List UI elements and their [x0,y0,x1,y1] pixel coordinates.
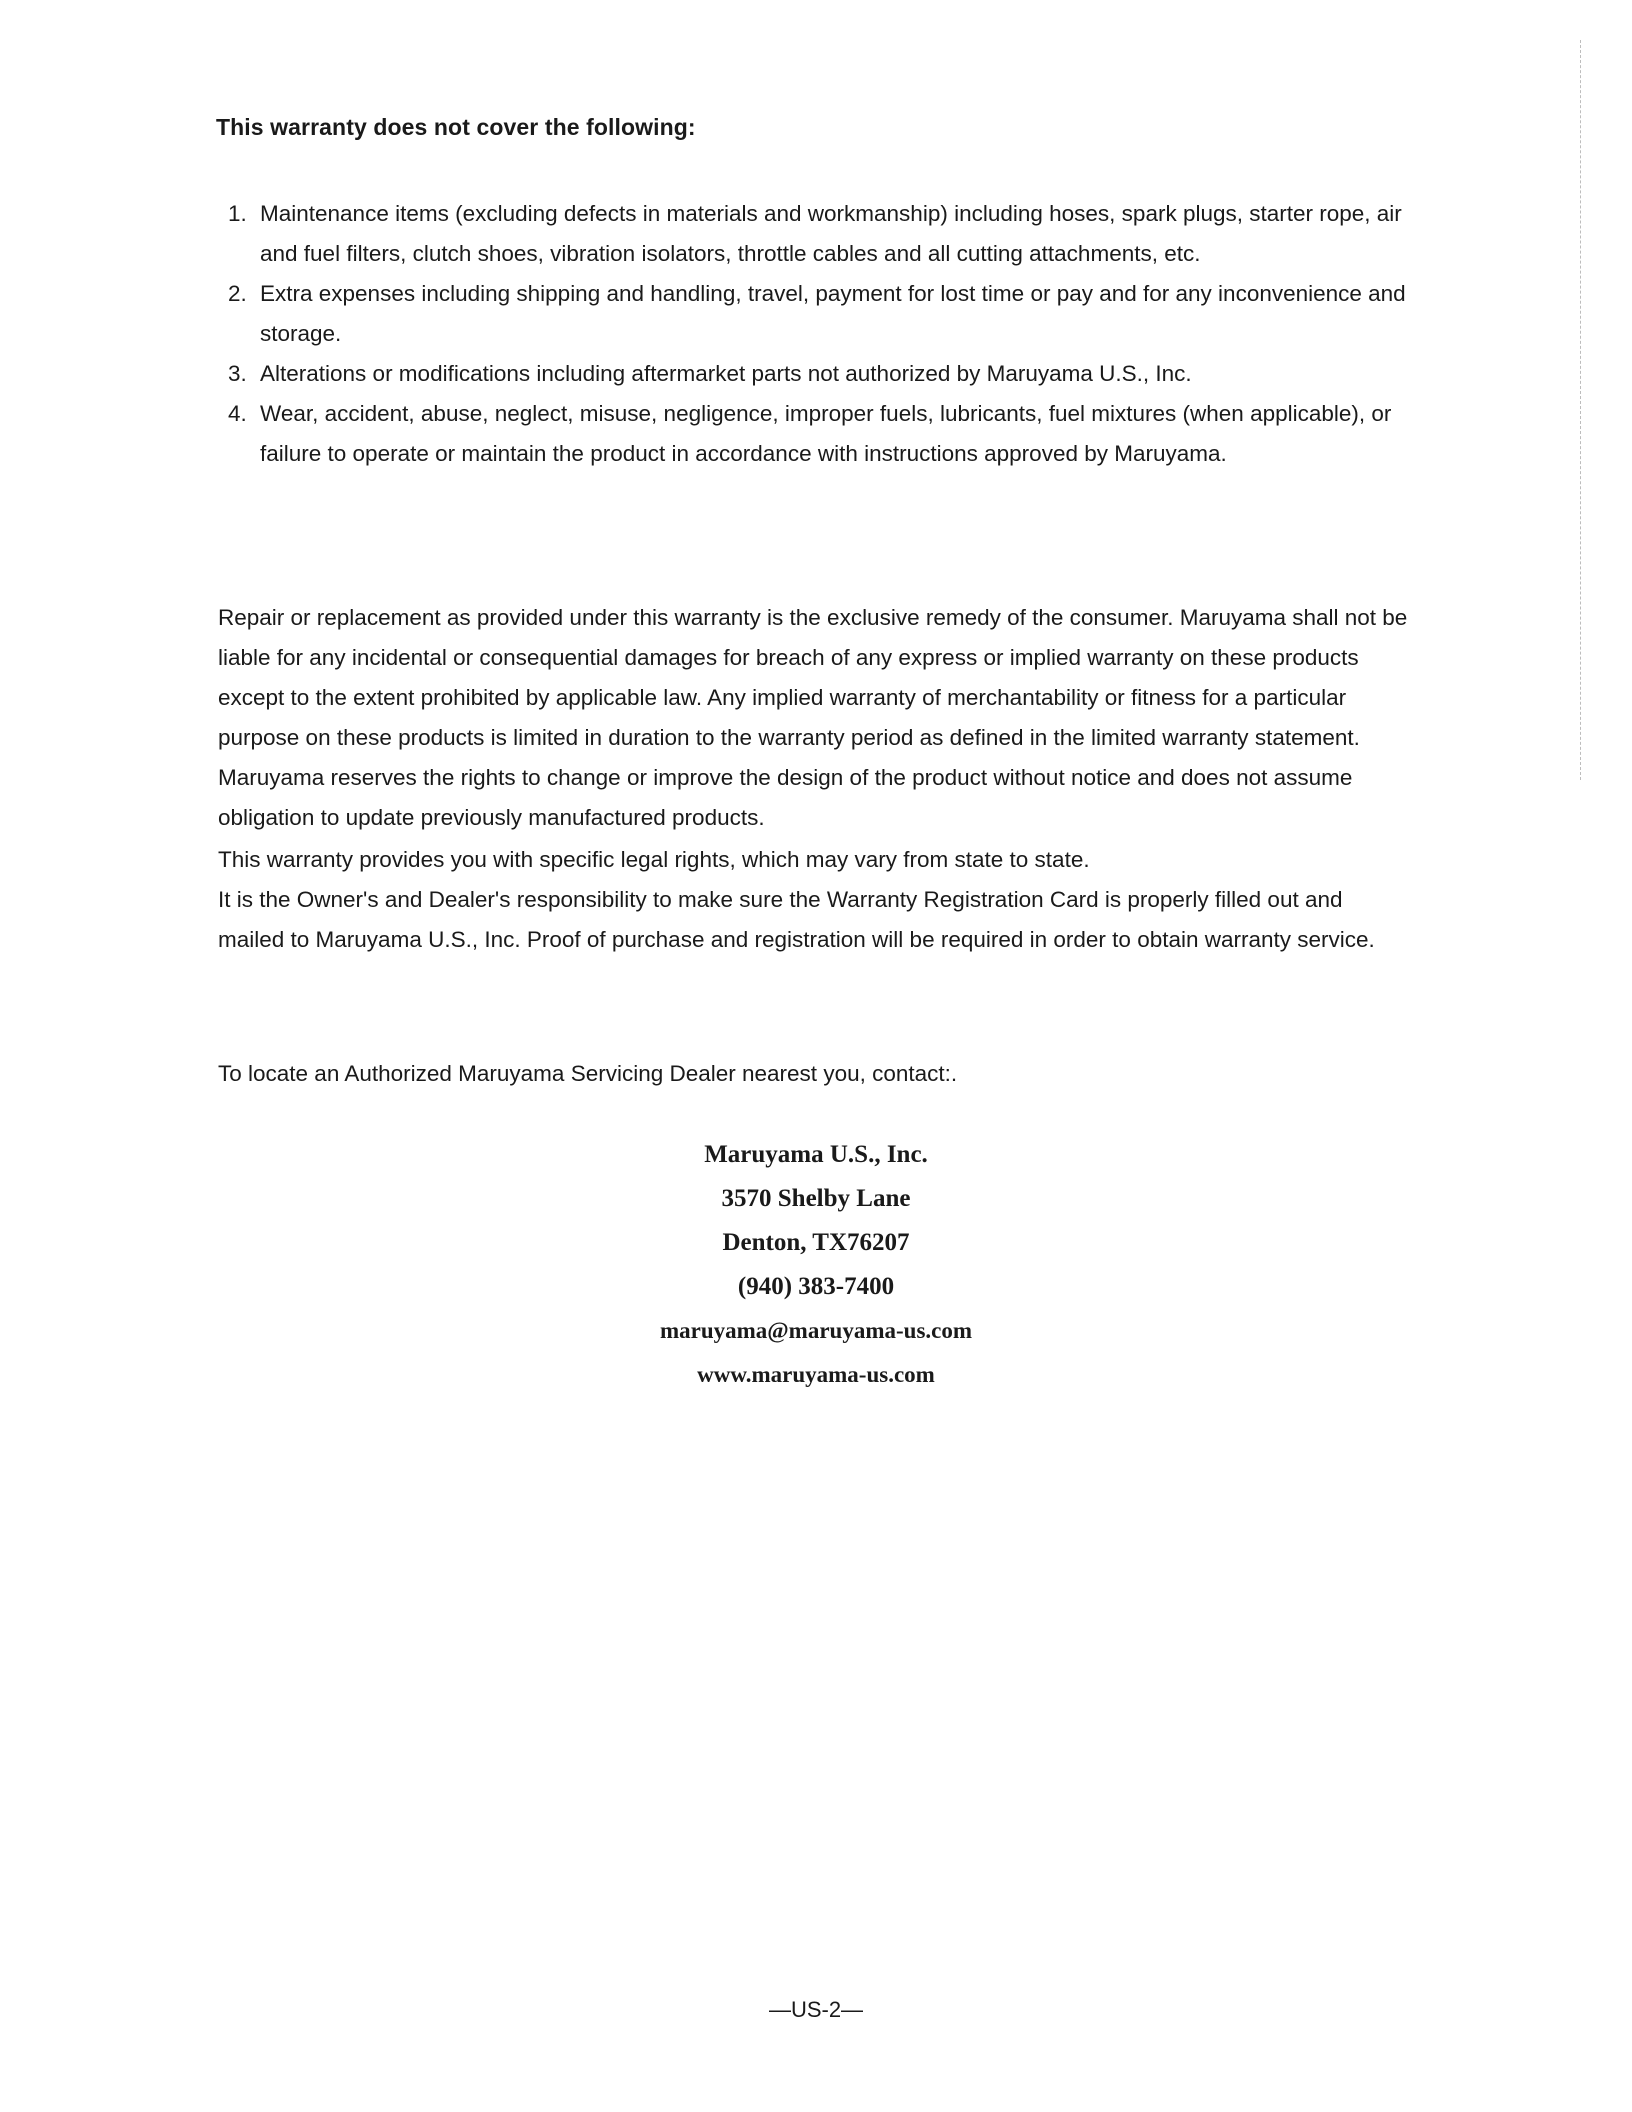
page-number: —US-2— [768,1997,864,2022]
list-item-text: Maintenance items (excluding defects in materials and workmanship) including hoses, spark plugs, starter rope, air and fuel filters, clutch shoes, vibration isolators, throttle cables and all cutting attachments, etc. [260,201,1402,266]
list-item-number: 1. [228,201,247,226]
list-item-text: Wear, accident, abuse, neglect, misuse, negligence, improper fuels, lubricants, fuel mixtures (when applicable), or failure to operate or maintain the product in accordance with instructions approved by Maruyama. [260,401,1392,466]
list-item-text: Alterations or modifications including aftermarket parts not authorized by Maruyama U.S., Inc. [260,361,1192,386]
locate-dealer-paragraph: To locate an Authorized Maruyama Servicing Dealer nearest you, contact:. [218,1061,958,1086]
registration-paragraph: It is the Owner's and Dealer's responsibility to make sure the Warranty Registration Card is properly filled out and mailed to Maruyama U.S., Inc. Proof of purchase and registration will be required in order to obtain warranty service. [218,887,1375,952]
exclusions-list [228,194,1408,474]
contact-address-block [516,1133,1116,1397]
list-item-number: 2. [228,281,247,306]
repair-remedy-paragraph: Repair or replacement as provided under this warranty is the exclusive remedy of the consumer. Maruyama shall not be liable for any incidental or consequential damages for breach of any express or implied warranty on these products except to the extent prohibited by applicable law. Any implied warranty of merchantability or fitness for a particular purpose on these products is limited in duration to the warranty period as defined in the limited warranty statement. Maruyama reserves the rights to change or improve the design of the product without notice and does not assume obligation to update previously manufactured products. [218,605,1408,830]
list-item-text: Extra expenses including shipping and handling, travel, payment for lost time or pay and for any inconvenience and storage. [260,281,1406,346]
legal-rights-paragraph: This warranty provides you with specific legal rights, which may vary from state to state. [218,847,1090,872]
list-item [228,354,1408,394]
list-item [228,394,1408,474]
warranty-exclusions-heading: This warranty does not cover the following: [216,114,696,140]
street-address: 3570 Shelby Lane [721,1185,911,1212]
list-item-number: 3. [228,361,247,386]
list-item [228,194,1408,274]
list-item-number: 4. [228,401,247,426]
scan-edge-line [1580,40,1581,780]
city-state-zip: Denton, TX76207 [722,1229,910,1256]
company-name: Maruyama U.S., Inc. [704,1141,928,1168]
list-item [228,274,1408,354]
email-address: maruyama@maruyama-us.com [659,1318,973,1343]
phone-number: (940) 383-7400 [737,1273,895,1300]
website-url: www.maruyama-us.com [697,1362,935,1387]
